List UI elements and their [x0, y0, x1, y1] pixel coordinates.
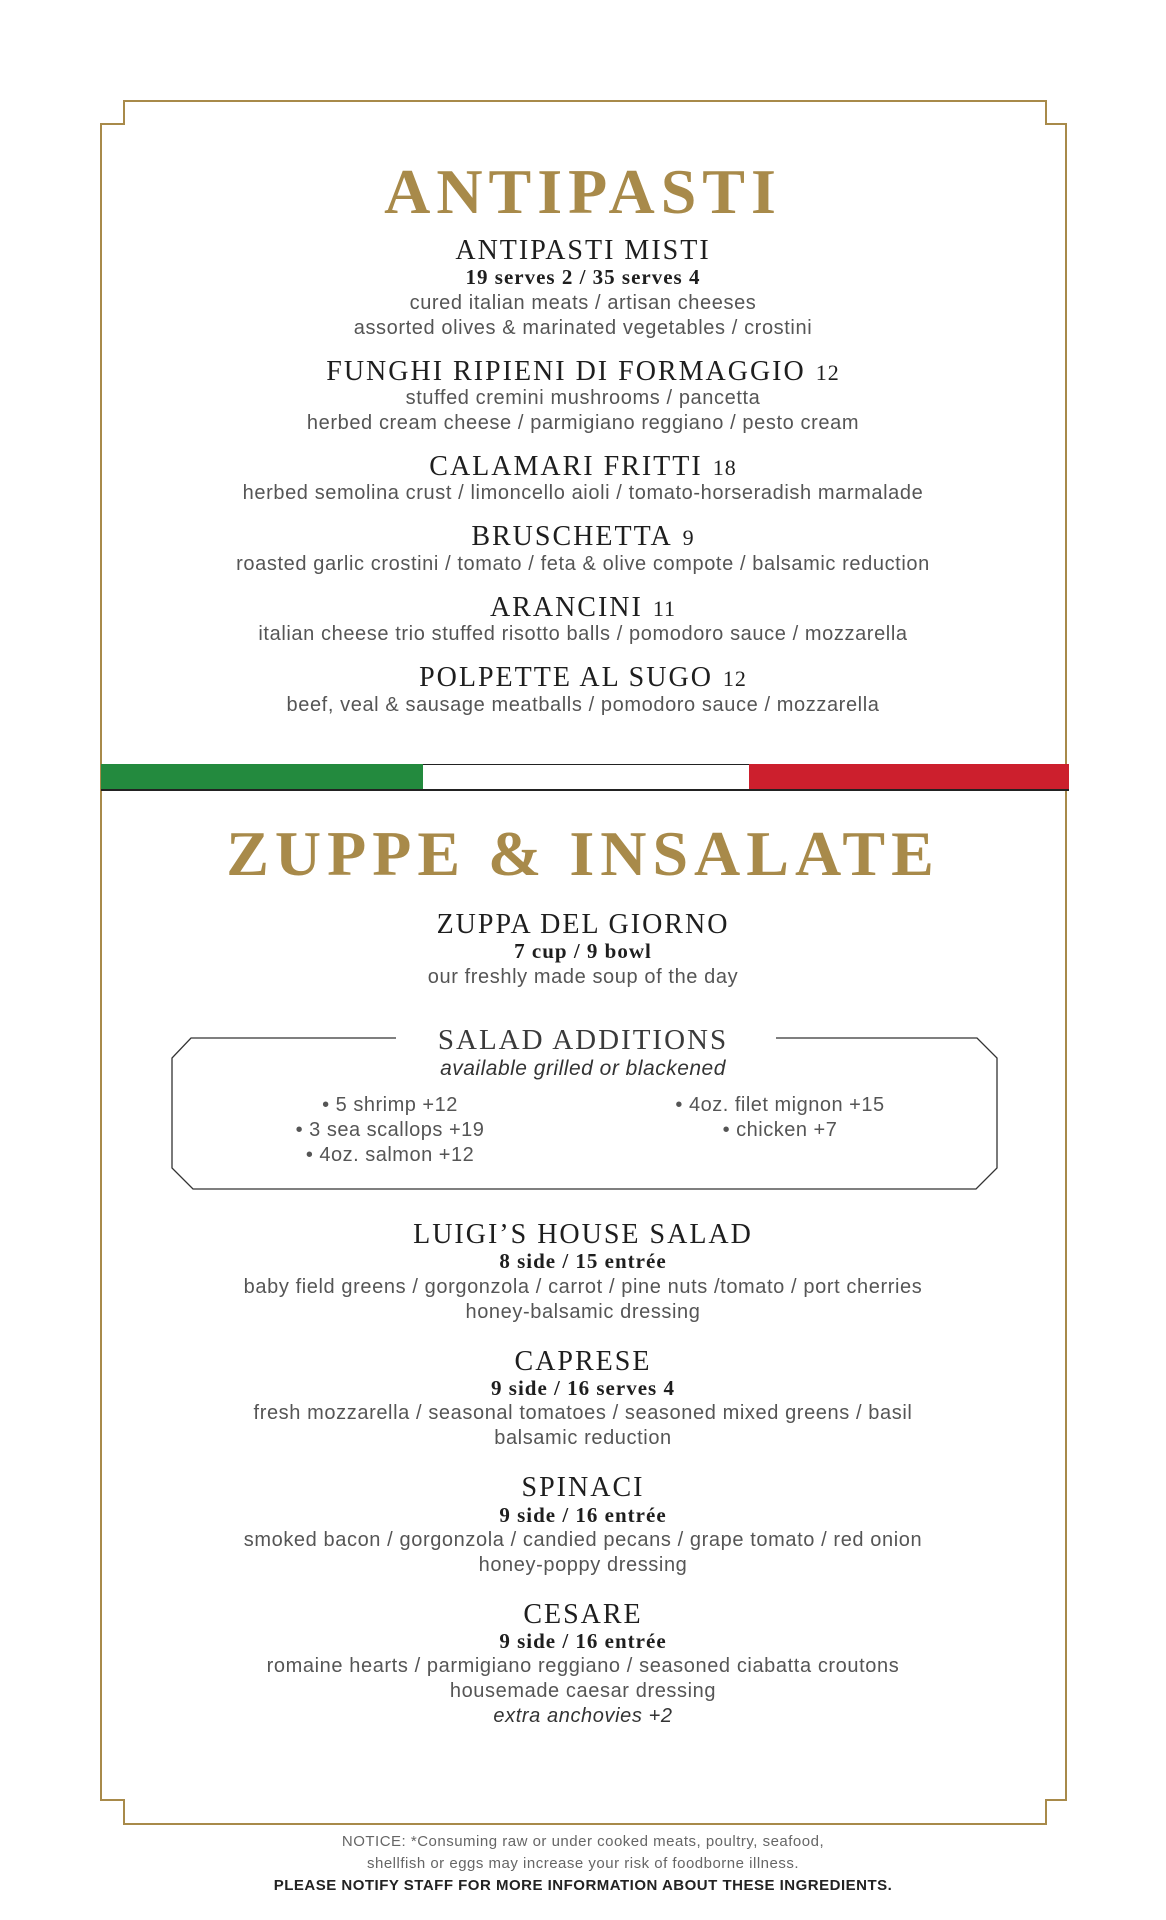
dish-name: ANTIPASTI MISTI [455, 235, 711, 266]
dish-description: herbed semolina crust / limoncello aioli / tomato-horseradish marmalade [242, 482, 924, 505]
salad-name: LUIGI’S HOUSE SALAD [413, 1219, 753, 1250]
salad-description: baby field greens / gorgonzola / carrot / pine nuts /tomato / port cherries [243, 1275, 923, 1298]
addition-item: • chicken +7 [722, 1119, 838, 1141]
antipasti-title: ANTIPASTI [384, 156, 782, 227]
dish-price: 12 [722, 666, 747, 692]
salad-additions-title: SALAD ADDITIONS [437, 1024, 729, 1056]
notice-line-3: PLEASE NOTIFY STAFF FOR MORE INFORMATION ABOUT THESE INGREDIENTS. [273, 1877, 893, 1894]
salad-name: CESARE [523, 1598, 643, 1630]
dish-name: FUNGHI RIPIENI DI FORMAGGIO [326, 355, 806, 387]
italian-flag-stripe [101, 764, 1069, 789]
dish-description: herbed cream cheese / parmigiano reggiano / pesto cream [306, 411, 860, 434]
dish-description: cured italian meats / artisan cheeses [409, 291, 757, 314]
flag-green [101, 764, 423, 789]
dish-description: beef, veal & sausage meatballs / pomodoro sauce / mozzarella [286, 693, 880, 716]
salad-description: smoked bacon / gorgonzola / candied pecans / grape tomato / red onion [243, 1528, 923, 1551]
notice-line-2: shellfish or eggs may increase your risk of foodborne illness. [366, 1855, 800, 1872]
dish-price: 11 [652, 595, 677, 621]
salad-description: romaine hearts / parmigiano reggiano / seasoned ciabatta croutons [266, 1655, 900, 1678]
antipasti-item [0, 357, 1166, 436]
salad-additions-subtitle: available grilled or blackened [440, 1056, 726, 1080]
dish-name-line [0, 593, 1166, 622]
addition-item: • 4oz. filet mignon +15 [675, 1094, 885, 1116]
soup-price: 7 cup / 9 bowl [514, 939, 652, 964]
salad-description: honey-balsamic dressing [465, 1300, 701, 1323]
salad-price: 8 side / 15 entrée [499, 1249, 667, 1274]
addition-item: • 3 sea scallops +19 [295, 1119, 485, 1141]
salad-item [0, 1220, 1166, 1325]
dish-name: ARANCINI [489, 591, 643, 623]
soup-description: our freshly made soup of the day [427, 965, 739, 988]
dish-name: CALAMARI FRITTI [429, 450, 703, 482]
salad-description: honey-poppy dressing [478, 1553, 688, 1576]
addition-item: • 5 shrimp +12 [322, 1094, 458, 1116]
zuppe-title: ZUPPE & INSALATE [226, 818, 940, 889]
additions-left-column [190, 1093, 590, 1168]
addition-item: • 4oz. salmon +12 [305, 1144, 475, 1166]
flag-white [423, 764, 749, 790]
salad-description: fresh mozzarella / seasonal tomatoes / seasoned mixed greens / basil [253, 1402, 913, 1425]
antipasti-item [0, 452, 1166, 506]
salad-name: SPINACI [521, 1472, 645, 1504]
antipasti-item [0, 236, 1166, 341]
antipasti-list [0, 236, 1166, 734]
salad-list [0, 1220, 1166, 1751]
soup-name: ZUPPA DEL GIORNO [436, 909, 730, 940]
additions-right-column [580, 1093, 980, 1143]
dish-name-line [0, 236, 1166, 265]
dish-price: 18 [712, 454, 737, 480]
flag-divider-line [101, 789, 1069, 791]
dish-name-line [0, 452, 1166, 481]
dish-description: italian cheese trio stuffed risotto balls / pomodoro sauce / mozzarella [258, 623, 908, 646]
salad-item [0, 1473, 1166, 1578]
dish-description: roasted garlic crostini / tomato / feta & olive compote / balsamic reduction [236, 552, 930, 575]
antipasti-section [0, 156, 1166, 227]
flag-red [749, 764, 1069, 789]
dish-name-line [0, 522, 1166, 551]
salad-extra: extra anchovies +2 [493, 1705, 673, 1728]
dish-description: stuffed cremini mushrooms / pancetta [405, 386, 761, 409]
dish-name: BRUSCHETTA [471, 521, 673, 553]
salad-price: 9 side / 16 entrée [499, 1629, 667, 1654]
allergy-notice [0, 1831, 1166, 1897]
antipasti-item [0, 593, 1166, 647]
salad-name: CAPRESE [514, 1345, 652, 1377]
salad-item [0, 1600, 1166, 1730]
dish-description: assorted olives & marinated vegetables / crostini [353, 316, 813, 339]
dish-price-options: 19 serves 2 / 35 serves 4 [465, 265, 701, 290]
dish-name-line [0, 663, 1166, 692]
dish-name: POLPETTE AL SUGO [419, 662, 713, 694]
dish-price: 9 [682, 525, 695, 551]
antipasti-item [0, 663, 1166, 717]
dish-name-line [0, 357, 1166, 386]
salad-item [0, 1347, 1166, 1452]
salad-price: 9 side / 16 serves 4 [491, 1375, 675, 1400]
soup-item [0, 910, 1166, 990]
salad-description: housemade caesar dressing [449, 1680, 717, 1703]
salad-description: balsamic reduction [494, 1427, 672, 1450]
salad-additions-header [0, 1025, 1166, 1081]
dish-price: 12 [815, 359, 840, 385]
antipasti-item [0, 522, 1166, 576]
salad-price: 9 side / 16 entrée [499, 1502, 667, 1527]
zuppe-section [0, 818, 1166, 889]
notice-line-1: NOTICE: *Consuming raw or under cooked meats, poultry, seafood, [341, 1833, 825, 1850]
